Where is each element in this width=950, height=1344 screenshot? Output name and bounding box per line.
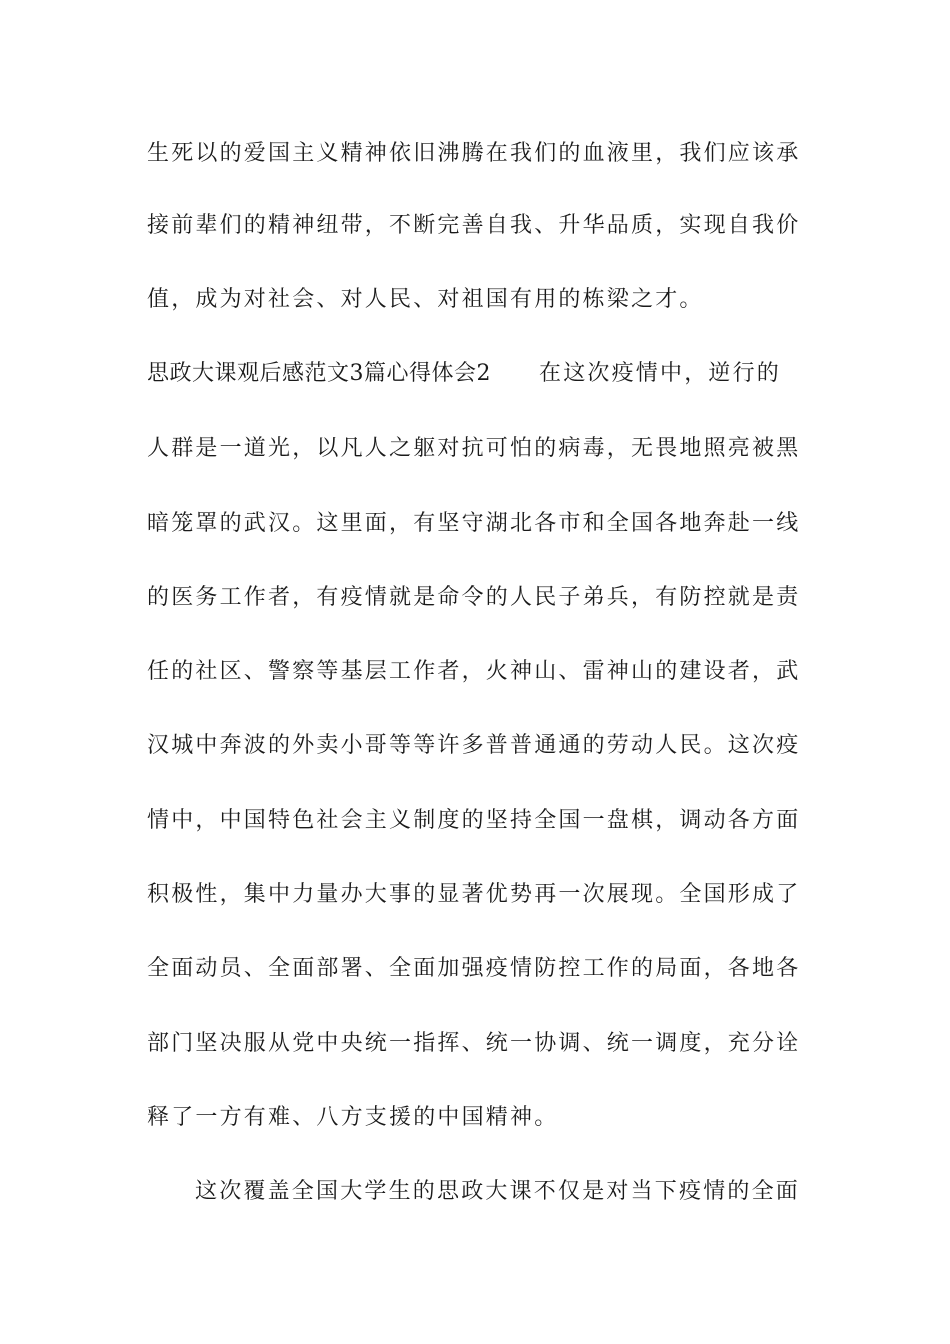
heading-line <box>147 359 817 389</box>
text-line-3: 值，成为对社会、对人民、对祖国有用的栋梁之才。 <box>147 287 704 312</box>
text-line-11: 全面动员、全面部署、全面加强疫情防控工作的局面，各地各 <box>147 956 801 981</box>
text-line-1: 生死以的爱国主义精神依旧沸腾在我们的血液里，我们应该承 <box>147 141 801 166</box>
text-line-14: 这次覆盖全国大学生的思政大课不仅是对当下疫情的全面 <box>195 1179 801 1204</box>
text-line-13: 释了一方有难、八方支援的中国精神。 <box>147 1105 559 1130</box>
text-line-5: 暗笼罩的武汉。这里面，有坚守湖北各市和全国各地奔赴一线 <box>147 511 801 536</box>
text-line-12: 部门坚决服从党中央统一指挥、统一协调、统一调度，充分诠 <box>147 1031 801 1056</box>
text-line-10: 积极性，集中力量办大事的显著优势再一次展现。全国形成了 <box>147 882 801 907</box>
text-line-9: 情中，中国特色社会主义制度的坚持全国一盘棋，调动各方面 <box>147 808 801 833</box>
text-line-2: 接前辈们的精神纽带，不断完善自我、升华品质，实现自我价 <box>147 213 801 238</box>
text-line-7: 任的社区、警察等基层工作者，火神山、雷神山的建设者，武 <box>147 659 801 684</box>
text-line-8: 汉城中奔波的外卖小哥等等许多普普通通的劳动人民。这次疫 <box>147 733 801 758</box>
text-line-6: 的医务工作者，有疫情就是命令的人民子弟兵，有防控就是责 <box>147 585 801 610</box>
section-heading: 思政大课观后感范文3篇心得体会2 <box>147 361 491 386</box>
heading-tail-text: 在这次疫情中，逆行的 <box>539 361 782 386</box>
text-line-4: 人群是一道光，以凡人之躯对抗可怕的病毒，无畏地照亮被黑 <box>147 436 801 461</box>
